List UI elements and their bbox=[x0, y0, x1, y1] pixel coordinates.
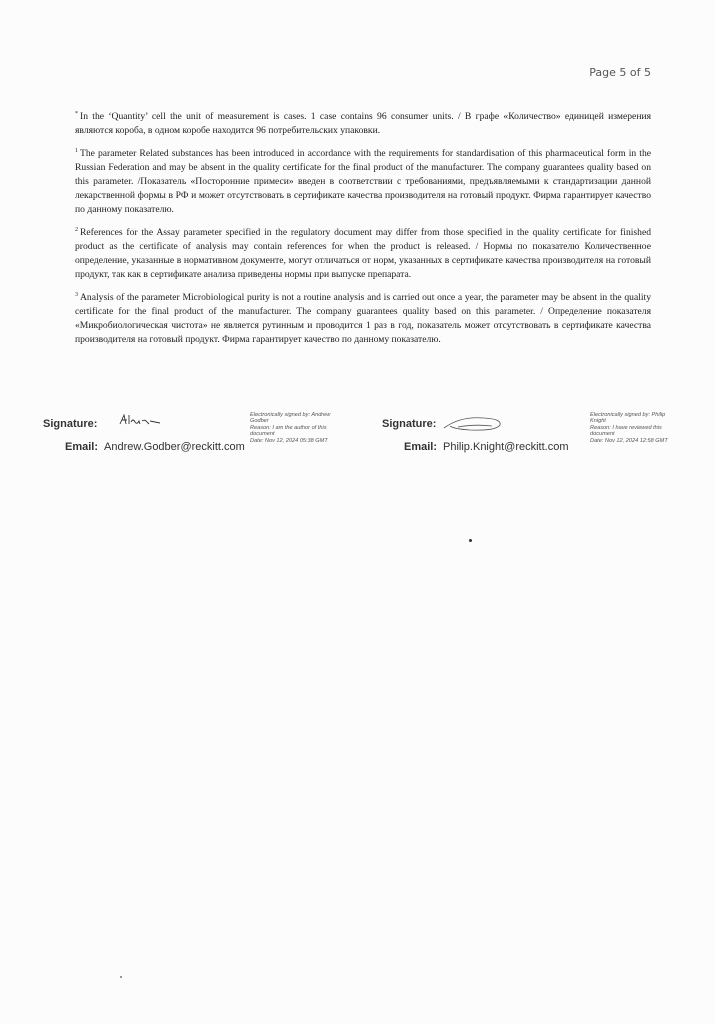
footnote-related-substances bbox=[75, 147, 651, 217]
email-row bbox=[404, 441, 569, 453]
footnote-assay bbox=[75, 226, 651, 282]
footnote-text: References for the Assay parameter specified in the regulatory document may differ from those specified in the quality certificate for finished product as the certificate of analysis may contain references for when the product is released. / Нормы по показателю Количественное определение, указанные в нормативном документе, могут отличаться от норм, указанных в сертификате качества производителя на готовый продукт, так как в сертификате анализа приведены нормы при выпуске препарата. bbox=[75, 227, 651, 280]
electronic-signature-stamp bbox=[590, 412, 680, 444]
electronic-signature-stamp bbox=[250, 412, 340, 444]
footnote-marker: 2 bbox=[75, 226, 78, 233]
footnotes bbox=[75, 110, 651, 356]
footnote-text: In the ‘Quantity’ cell the unit of measurement is cases. 1 case contains 96 consumer units. / В графе «Количество» единицей измерения являются короба, в одном коробе находится 96 потребительских упаковки. bbox=[75, 111, 651, 136]
footnote-text: Analysis of the parameter Microbiological purity is not a routine analysis and is carried out once a year, the parameter may be absent in the quality certificate for the final product of the manufacturer. The company guarantees quality based on this parameter. / Определение показателя «Микробиологическая чистота» не является рутинным и проводится 1 раз в год, показатель может отсутствовать в сертификате качества производителя на готовый продукт. Фирма гарантирует качество по данному показателю. bbox=[75, 292, 651, 345]
email-row bbox=[65, 441, 245, 453]
esign-line: Date: Nov 12, 2024 12:58 GMT bbox=[590, 437, 668, 444]
esign-line: Reason: I have reviewed this bbox=[590, 424, 662, 431]
page-number: Page 5 of 5 bbox=[589, 66, 651, 79]
scan-speck bbox=[120, 976, 122, 978]
signature-block-left bbox=[43, 412, 343, 462]
esign-line: Reason: I am the author of this bbox=[250, 424, 327, 431]
esign-line: Electronically signed by: Andrew Godber bbox=[250, 412, 331, 425]
scan-speck bbox=[469, 539, 472, 542]
signature-label: Signature: bbox=[382, 418, 437, 430]
footnote-quantity bbox=[75, 110, 651, 138]
esign-line: Electronically signed by: Philip Knight bbox=[590, 412, 666, 425]
email-label: Email: bbox=[65, 441, 99, 453]
esign-line: document bbox=[590, 431, 615, 438]
esign-line: document bbox=[250, 431, 275, 438]
footnote-microbiological-purity bbox=[75, 291, 651, 347]
handwritten-signature-right bbox=[440, 412, 508, 436]
email-address: Philip.Knight@reckitt.com bbox=[443, 441, 569, 453]
email-address: Andrew.Godber@reckitt.com bbox=[104, 441, 245, 453]
signature-block-right bbox=[382, 412, 692, 462]
footnote-text: The parameter Related substances has been introduced in accordance with the requirements for standardisation of this pharmaceutical form in the Russian Federation and may be absent in the quality certificate for the final product of the manufacturer. The company guarantees quality based on this parameter. /Показатель «Посторонние примеси» введен в соответствии с требованиями, предъявляемыми к стандартизации данной лекарственной формы в РФ и может отсутствовать в сертификате качества производителя на готовый продукт. Фирма гарантирует качество по данному показателю. bbox=[75, 148, 651, 215]
email-label: Email: bbox=[404, 441, 438, 453]
footnote-marker: 1 bbox=[75, 147, 78, 154]
footnote-marker: * bbox=[75, 110, 78, 117]
esign-line: Date: Nov 12, 2024 05:38 GMT bbox=[250, 437, 328, 444]
signature-label: Signature: bbox=[43, 418, 98, 430]
handwritten-signature-left bbox=[118, 412, 163, 428]
footnote-marker: 3 bbox=[75, 291, 78, 298]
